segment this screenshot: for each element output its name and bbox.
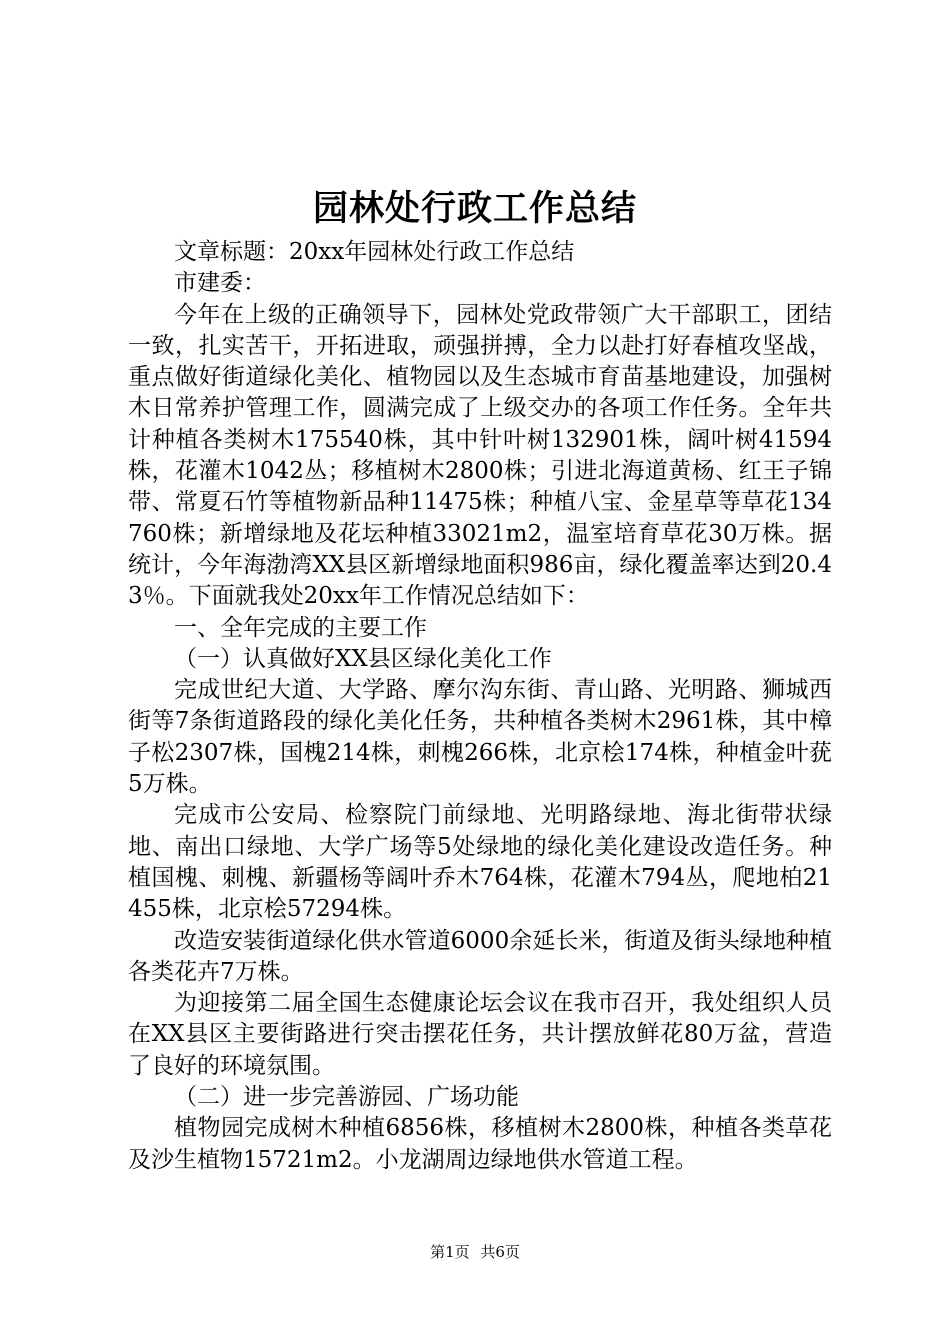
article-title-line: 文章标题：20xx年园林处行政工作总结 — [174, 239, 575, 265]
paragraph-greenbelts: 完成市公安局、检察院门前绿地、光明路绿地、海北街带状绿地、南出口绿地、大学广场等5处绿地的绿化美化建设改造任务。种植国槐、刺槐、新疆杨等阔叶乔木764株，花灌木794丛，爬地柏21455株，北京桧57294株。 — [128, 802, 832, 923]
page-footer — [0, 1242, 950, 1262]
document-title: 园林处行政工作总结 — [312, 188, 637, 229]
paragraph-pipes: 改造安装街道绿化供水管道6000余延长米，街道及街头绿地种植各类花卉7万株。 — [128, 927, 832, 985]
section-heading-1: 一、全年完成的主要工作 — [174, 614, 427, 641]
paragraph-flowers: 为迎接第二届全国生态健康论坛会议在我市召开，我处组织人员在XX县区主要街路进行突击摆花任务，共计摆放鲜花80万盆，营造了良好的环境氛围。 — [128, 990, 832, 1079]
paragraph-botanical-garden: 植物园完成树木种植6856株，移植树木2800株，种植各类草花及沙生植物15721m2。小龙湖周边绿地供水管道工程。 — [128, 1115, 832, 1173]
page-total: 共6页 — [480, 1243, 520, 1261]
paragraph-streets: 完成世纪大道、大学路、摩尔沟东街、青山路、光明路、狮城西街等7条街道路段的绿化美化任务，共种植各类树木2961株，其中樟子松2307株，国槐214株，刺槐266株，北京桧174株，种植金叶莸5万株。 — [128, 677, 832, 798]
page-number: 第1页 — [430, 1243, 470, 1261]
paragraph-intro: 今年在上级的正确领导下，园林处党政带领广大干部职工，团结一致，扎实苦干，开拓进取，顽强拼搏，全力以赴打好春植攻坚战，重点做好街道绿化美化、植物园以及生态城市育苗基地建设，加强树木日常养护管理工作，圆满完成了上级交办的各项工作任务。全年共计种植各类树木175540株，其中针叶树132901株，阔叶树41594株，花灌木1042丛；移植树木2800株；引进北海道黄杨、红王子锦带、常夏石竹等植物新品种11475株；种植八宝、金星草等草花134760株；新增绿地及花坛种植33021m2，温室培育草花30万株。据统计，今年海渤湾XX县区新增绿地面积986亩，绿化覆盖率达到20.43％。下面就我处20xx年工作情况总结如下： — [128, 301, 832, 610]
document-body — [128, 237, 832, 1176]
subsection-heading-1: （一）认真做好XX县区绿化美化工作 — [174, 645, 552, 672]
salutation: 市建委： — [174, 270, 266, 297]
subsection-heading-2: （二）进一步完善游园、广场功能 — [174, 1084, 519, 1111]
